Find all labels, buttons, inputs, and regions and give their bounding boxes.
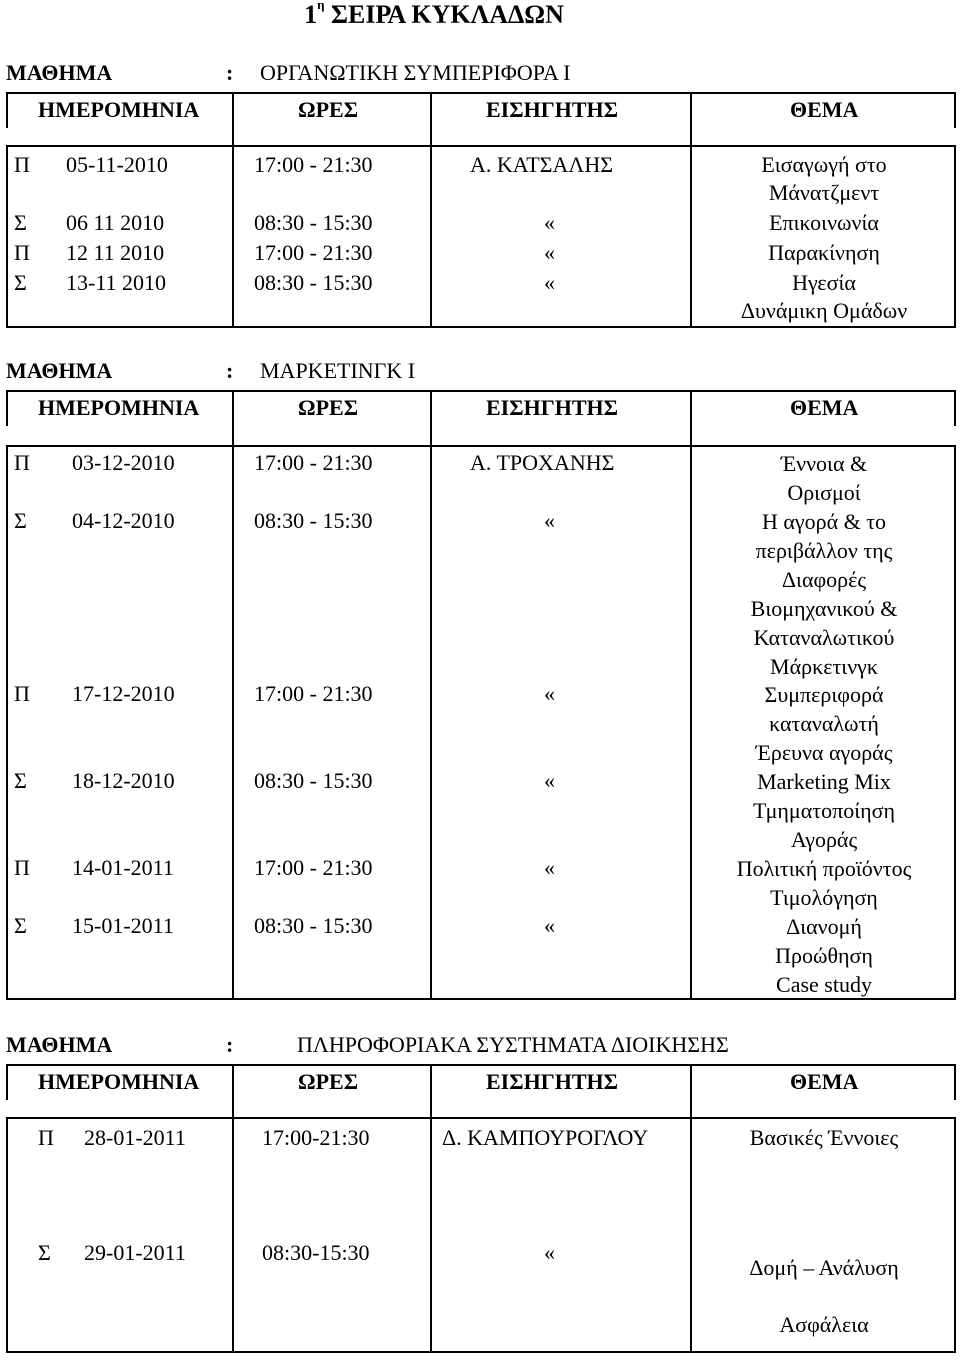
row-day: Σ (14, 270, 27, 295)
topic-line: Μάρκετινγκ (770, 654, 878, 679)
row-day: Π (14, 855, 30, 880)
row-instructor: « (544, 768, 555, 793)
topic-line: Έρευνα αγοράς (755, 740, 893, 765)
course-colon: : (226, 1032, 234, 1057)
column-divider (232, 390, 234, 1000)
row-instructor: Α. ΤΡΟΧΑΝΗΣ (470, 450, 615, 475)
header-hours: ΩΡΕΣ (298, 97, 359, 122)
header-topic: ΘΕΜΑ (790, 395, 859, 420)
row-hours: 17:00 - 21:30 (254, 240, 373, 265)
course-colon: : (226, 358, 234, 383)
row-topic (690, 854, 958, 912)
row-date: 12 11 2010 (66, 240, 165, 265)
topic-line: Έννοια & (780, 451, 868, 476)
course-name: ΠΛΗΡΟΦΟΡΙΑΚΑ ΣΥΣΤΗΜΑΤΑ ΔΙΟΙΚΗΣΗΣ (297, 1032, 729, 1057)
table-header (6, 1064, 956, 1100)
row-hours: 08:30 - 15:30 (254, 210, 373, 235)
row-topic (690, 507, 958, 681)
row-hours: 17:00 - 21:30 (254, 681, 373, 706)
course-label: ΜΑΘΗΜΑ (6, 1032, 113, 1057)
row-topic (690, 912, 958, 999)
row-hours: 08:30 - 15:30 (254, 508, 373, 533)
row-instructor: « (544, 210, 555, 235)
topic-line: Δυνάμικη Ομάδων (740, 298, 908, 323)
topic-line: Μάνατζμεντ (768, 180, 880, 205)
row-hours: 08:30 - 15:30 (254, 768, 373, 793)
row-day: Π (14, 450, 30, 475)
topic-line: Πολιτική προϊόντος (736, 856, 912, 881)
row-hours: 17:00 - 21:30 (254, 855, 373, 880)
topic-line: Διαφορές (781, 567, 867, 592)
row-instructor: « (544, 681, 555, 706)
header-topic: ΘΕΜΑ (790, 1069, 859, 1094)
topic-line: Αγοράς (790, 827, 858, 852)
row-topic (690, 680, 958, 767)
row-instructor: « (544, 913, 555, 938)
topic-line: Ορισμοί (787, 480, 861, 505)
row-topic (690, 209, 958, 237)
row-date: 06 11 2010 (66, 210, 165, 235)
header-instructor: ΕΙΣΗΓΗΤΗΣ (486, 395, 619, 420)
row-date: 17-12-2010 (72, 681, 175, 706)
row-date: 29-01-2011 (84, 1240, 186, 1265)
row-topic (690, 449, 958, 507)
row-day: Σ (14, 508, 27, 533)
row-day: Π (14, 681, 30, 706)
row-instructor: Α. ΚΑΤΣΑΛΗΣ (470, 152, 614, 177)
topic-line: Ασφάλεια (779, 1312, 869, 1337)
row-instructor: « (544, 270, 555, 295)
row-day: Σ (14, 768, 27, 793)
row-day: Π (38, 1125, 54, 1150)
course-heading (6, 1032, 729, 1058)
row-hours: 17:00 - 21:30 (254, 152, 373, 177)
row-hours: 08:30 - 15:30 (254, 913, 373, 938)
row-topic (690, 1124, 958, 1152)
row-day: Σ (14, 913, 27, 938)
page-title: $1^\eta$ ΣΕΙΡΑ ΚΥΚΛΑΔΩΝ (304, 0, 564, 29)
row-instructor: « (544, 855, 555, 880)
course-heading (6, 358, 415, 384)
row-instructor: Δ. ΚΑΜΠΟΥΡΟΓΛΟΥ (442, 1125, 649, 1150)
row-date: 04-12-2010 (72, 508, 175, 533)
topic-line: Εισαγωγή στο (761, 152, 887, 177)
header-hours: ΩΡΕΣ (298, 1069, 359, 1094)
topic-line: Διανομή (786, 914, 862, 939)
topic-line: Ηγεσία (792, 270, 856, 295)
topic-line: Προώθηση (775, 943, 873, 968)
header-date: ΗΜΕΡΟΜΗΝΙΑ (38, 395, 200, 420)
topic-line: καταναλωτή (769, 711, 879, 736)
topic-line: Επικοινωνία (769, 210, 879, 235)
row-topic (690, 151, 958, 207)
row-instructor: « (544, 508, 555, 533)
row-instructor: « (544, 1240, 555, 1265)
row-hours: 17:00-21:30 (262, 1125, 370, 1150)
topic-line: Καταναλωτικού (753, 625, 895, 650)
column-divider (430, 92, 432, 328)
table-header (6, 92, 956, 128)
course-label: ΜΑΘΗΜΑ (6, 60, 113, 85)
row-instructor: « (544, 240, 555, 265)
topic-line: Marketing Mix (757, 769, 891, 794)
header-hours: ΩΡΕΣ (298, 395, 359, 420)
column-divider (430, 1064, 432, 1353)
row-day: Π (14, 152, 30, 177)
column-divider (232, 92, 234, 328)
header-date: ΗΜΕΡΟΜΗΝΙΑ (38, 97, 200, 122)
course-colon: : (226, 60, 234, 85)
row-date: 15-01-2011 (72, 913, 174, 938)
row-day: Σ (14, 210, 27, 235)
header-topic: ΘΕΜΑ (790, 97, 859, 122)
topic-line: Παρακίνηση (768, 240, 880, 265)
topic-line: Η αγορά & το (761, 509, 887, 534)
header-date: ΗΜΕΡΟΜΗΝΙΑ (38, 1069, 200, 1094)
row-date: 05-11-2010 (66, 152, 168, 177)
row-hours: 08:30 - 15:30 (254, 270, 373, 295)
row-date: 14-01-2011 (72, 855, 174, 880)
topic-line: περιβάλλον της (755, 538, 893, 563)
course-name: ΟΡΓΑΝΩΤΙΚΗ ΣΥΜΠΕΡΙΦΟΡΑ Ι (260, 60, 571, 85)
row-date: 13-11 2010 (66, 270, 167, 295)
course-name: ΜΑΡΚΕΤΙΝΓΚ Ι (260, 358, 416, 383)
row-date: 03-12-2010 (72, 450, 175, 475)
table-header (6, 390, 956, 426)
row-date: 28-01-2011 (84, 1125, 186, 1150)
topic-line: Τμηματοποίηση (753, 798, 895, 823)
course-label: ΜΑΘΗΜΑ (6, 358, 113, 383)
column-divider (232, 1064, 234, 1353)
course-heading (6, 60, 570, 86)
row-hours: 08:30-15:30 (262, 1240, 370, 1265)
topic-line: Βιομηχανικού & (750, 596, 898, 621)
row-hours: 17:00 - 21:30 (254, 450, 373, 475)
row-date: 18-12-2010 (72, 768, 175, 793)
topic-line: Βασικές Έννοιες (749, 1125, 899, 1150)
topic-line: Τιμολόγηση (770, 885, 878, 910)
row-topic (690, 239, 958, 267)
topic-line: Συμπεριφορά (764, 682, 884, 707)
row-day: Σ (38, 1240, 51, 1265)
topic-line: Case study (776, 972, 872, 997)
topic-line: Δομή – Ανάλυση (749, 1255, 899, 1280)
row-topic (690, 1239, 958, 1353)
row-day: Π (14, 240, 30, 265)
header-instructor: ΕΙΣΗΓΗΤΗΣ (486, 97, 619, 122)
column-divider (430, 390, 432, 1000)
row-topic (690, 767, 958, 854)
header-instructor: ΕΙΣΗΓΗΤΗΣ (486, 1069, 619, 1094)
row-topic (690, 269, 958, 325)
